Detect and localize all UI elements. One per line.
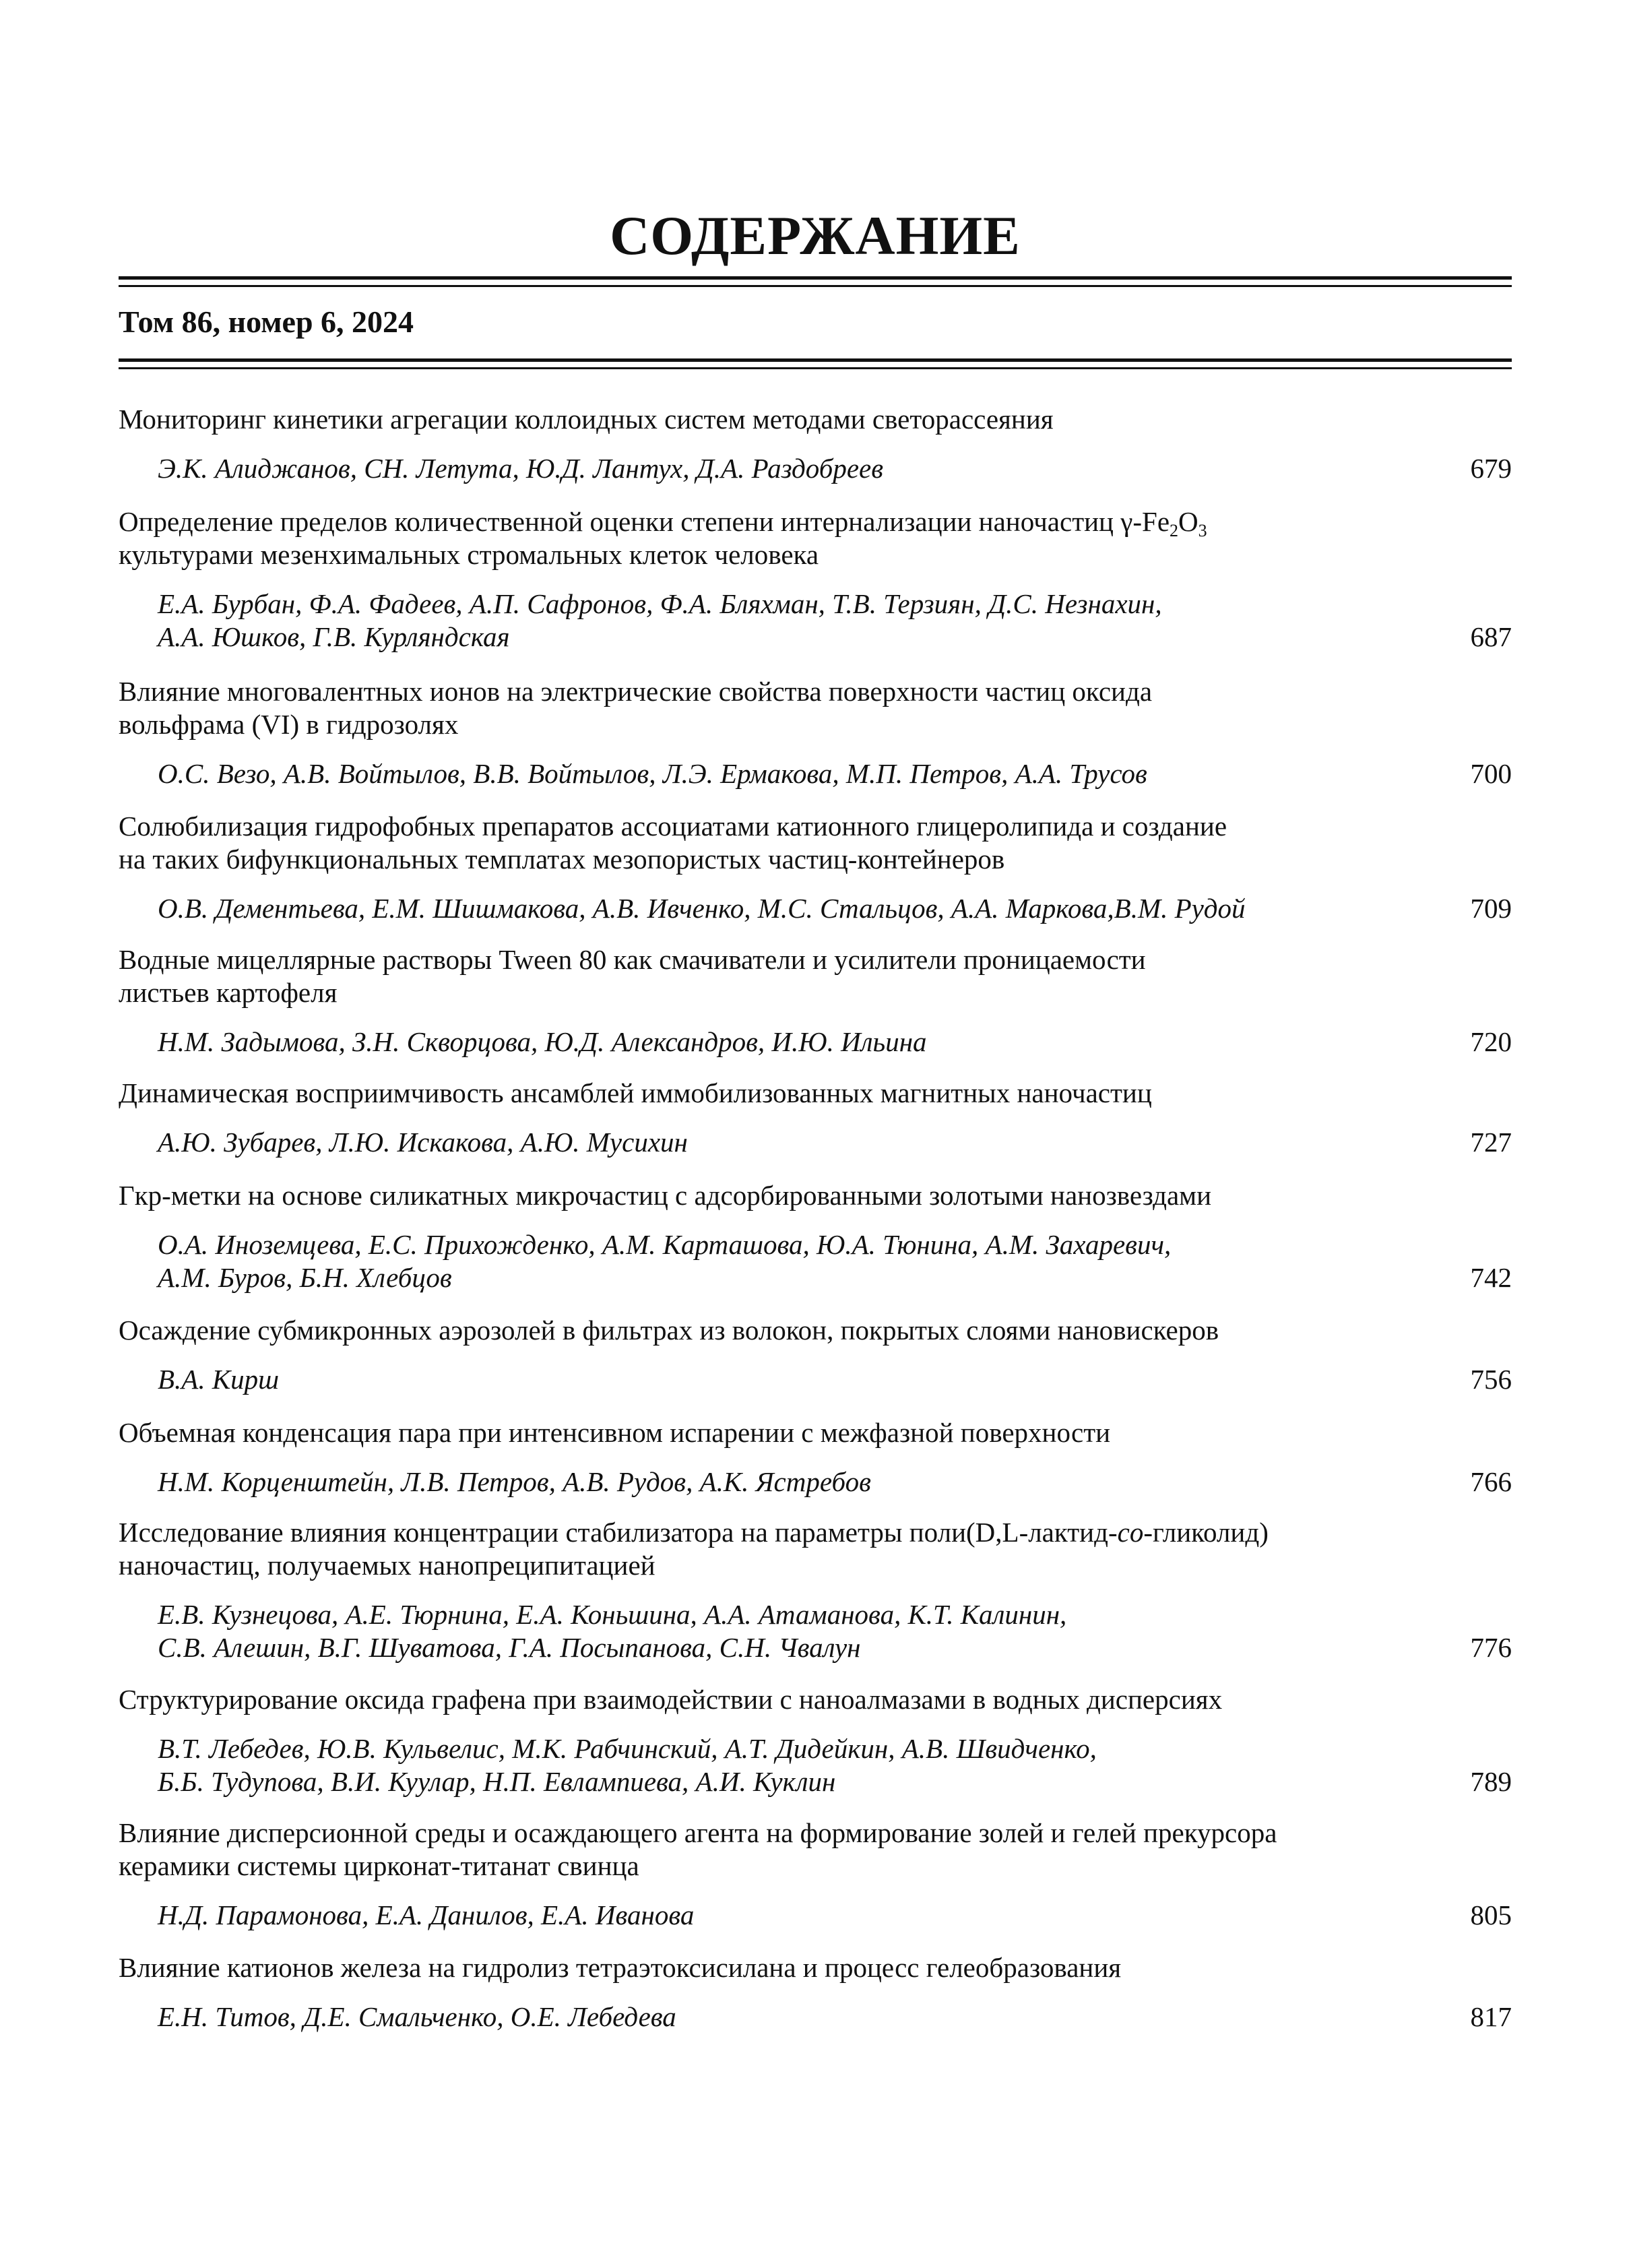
entry-byline [119,1026,1512,1059]
entry-title[interactable]: Исследование влияния концентрации стабилизатора на параметры поли(D,L-лактид-co-гликолид) наночастиц, получаемых нанопреципитацией [119,1517,1269,1581]
entry-page-number[interactable]: 679 [1470,453,1512,484]
entry-page-number[interactable]: 742 [1470,1262,1512,1293]
entry-byline [119,1466,1512,1499]
toc-entry [119,505,1512,654]
entry-authors: Е.В. Кузнецова, А.Е. Тюрнина, Е.А. Коньшина, А.А. Атаманова, К.Т. Калинин, С.В. Алешин, В.Г. Шуватова, Г.А. Посыпанова, С.Н. Чвалун [158,1599,1067,1663]
entry-authors: О.В. Дементьева, Е.М. Шишмакова, А.В. Ивченко, М.С. Стальцов, А.А. Маркова,В.М. Рудой [158,893,1246,924]
issue-rule-top [119,358,1512,362]
entry-title[interactable]: Определение пределов количественной оценки степени интернализации наночастиц $\gamma-Fe_2O_3$ культурами мезенхимальных стромальных клеток человека [119,506,1207,570]
entry-byline [119,1228,1512,1294]
entry-authors: А.Ю. Зубарев, Л.Ю. Искакова, А.Ю. Мусихин [158,1127,688,1158]
entry-authors: Н.М. Корценштейн, Л.В. Петров, А.В. Рудов, А.К. Ястребов [158,1466,871,1497]
issue-info: Том 86, номер 6, 2024 [119,305,414,339]
entry-page-number[interactable]: 756 [1470,1364,1512,1395]
toc-entry [119,675,1512,790]
entry-page-number[interactable]: 687 [1470,621,1512,652]
entry-title[interactable]: Водные мицеллярные растворы Tween 80 как смачиватели и усилители проницаемости листьев картофеля [119,944,1146,1008]
entry-authors: О.С. Везо, А.В. Войтылов, В.В. Войтылов, Л.Э. Ермакова, М.П. Петров, А.А. Трусов [158,758,1147,789]
entry-page-number[interactable]: 776 [1470,1632,1512,1663]
entry-byline [119,452,1512,485]
toc-entry [119,1516,1512,1664]
entry-authors: Е.А. Бурбан, Ф.А. Фадеев, А.П. Сафронов, Ф.А. Бляхман, Т.В. Терзиян, Д.С. Незнахин, А.А. Юшков, Г.В. Курляндская [158,588,1162,652]
entry-byline [119,1126,1512,1159]
toc-entry [119,943,1512,1059]
toc-entry [119,1951,1512,2034]
entry-byline [119,1598,1512,1664]
entry-title[interactable]: Осаждение субмикронных аэрозолей в фильтрах из волокон, покрытых слоями нановискеров [119,1315,1219,1346]
entry-page-number[interactable]: 700 [1470,758,1512,789]
entry-title[interactable]: Объемная конденсация пара при интенсивном испарении с межфазной поверхности [119,1417,1111,1448]
entry-byline [119,1363,1512,1396]
title-rule-bottom [119,285,1512,287]
entry-page-number[interactable]: 720 [1470,1026,1512,1057]
entry-authors: В.Т. Лебедев, Ю.В. Кульвелис, М.К. Рабчинский, А.Т. Дидейкин, А.В. Швидченко, Б.Б. Тудупова, В.И. Куулар, Н.П. Евлампиева, А.И. Куклин [158,1733,1097,1797]
entry-byline [119,588,1512,654]
entry-byline [119,757,1512,790]
entry-authors: О.А. Иноземцева, Е.С. Прихожденко, А.М. Карташова, Ю.А. Тюнина, А.М. Захаревич, А.М. Буров, Б.Н. Хлебцов [158,1229,1172,1293]
entry-authors: Н.М. Задымова, З.Н. Скворцова, Ю.Д. Александров, И.Ю. Ильина [158,1026,927,1057]
entry-byline [119,1732,1512,1798]
entry-title[interactable]: Солюбилизация гидрофобных препаратов ассоциатами катионного глицеролипида и создание на таких бифункциональных темплатах мезопористых частиц-контейнеров [119,811,1227,875]
entry-title[interactable]: Гкр-метки на основе силикатных микрочастиц с адсорбированными золотыми нанозвездами [119,1180,1212,1211]
entry-title[interactable]: Влияние многовалентных ионов на электрические свойства поверхности частиц оксида вольфрама (VI) в гидрозолях [119,676,1153,740]
entry-title[interactable]: Влияние катионов железа на гидролиз тетраэтоксисилана и процесс гелеобразования [119,1952,1122,1983]
toc-entry [119,1683,1512,1798]
toc-entry [119,810,1512,925]
toc-entry [119,1416,1512,1499]
entry-title[interactable]: Мониторинг кинетики агрегации коллоидных систем методами светорассеяния [119,404,1054,435]
entry-authors: Э.К. Алиджанов, СН. Летута, Ю.Д. Лантух, Д.А. Раздобреев [158,453,884,484]
toc-entry [119,1314,1512,1396]
entry-page-number[interactable]: 805 [1470,1899,1512,1930]
entry-title[interactable]: Структурирование оксида графена при взаимодействии с наноалмазами в водных дисперсиях [119,1684,1223,1715]
entry-page-number[interactable]: 727 [1470,1127,1512,1158]
entry-page-number[interactable]: 817 [1470,2001,1512,2032]
toc-entry [119,1179,1512,1294]
entry-byline [119,2001,1512,2034]
toc-entry [119,1817,1512,1932]
entry-byline [119,892,1512,925]
entry-byline [119,1899,1512,1932]
entry-authors: Е.Н. Титов, Д.Е. Смальченко, О.Е. Лебедева [158,2001,676,2032]
entry-page-number[interactable]: 709 [1470,893,1512,924]
toc-entry [119,403,1512,485]
toc-entry [119,1077,1512,1159]
entry-authors: В.А. Кирш [158,1364,280,1395]
page-title: СОДЕРЖАНИЕ [610,205,1021,266]
entry-page-number[interactable]: 789 [1470,1766,1512,1797]
entry-authors: Н.Д. Парамонова, Е.А. Данилов, Е.А. Иванова [158,1899,695,1930]
entry-page-number[interactable]: 766 [1470,1466,1512,1497]
toc-page [119,0,1512,2268]
title-rule-top [119,276,1512,280]
issue-rule-bottom [119,367,1512,369]
entry-title[interactable]: Динамическая восприимчивость ансамблей иммобилизованных магнитных наночастиц [119,1077,1152,1108]
entry-title[interactable]: Влияние дисперсионной среды и осаждающего агента на формирование золей и гелей прекурсора керамики системы цирконат-титанат свинца [119,1817,1277,1881]
